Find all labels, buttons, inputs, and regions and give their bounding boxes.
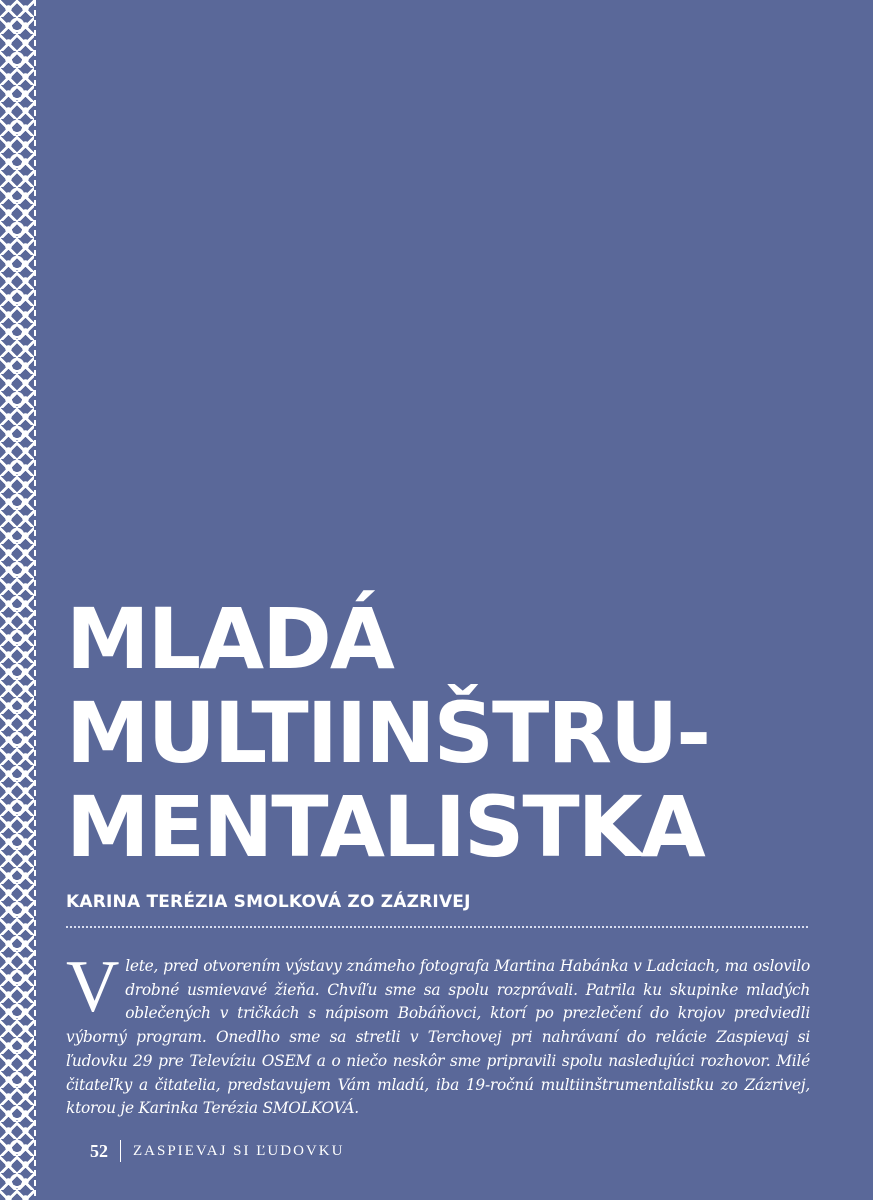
title-line-2: MULTIINŠTRU- bbox=[66, 684, 710, 782]
folk-ornament-border bbox=[0, 0, 34, 1200]
article-subtitle: KARINA TERÉZIA SMOLKOVÁ ZO ZÁZRIVEJ bbox=[66, 892, 471, 912]
title-line-3: MENTALISTKA bbox=[66, 778, 704, 876]
drop-cap: V bbox=[66, 946, 120, 1028]
article-intro bbox=[66, 946, 810, 1121]
page-footer bbox=[90, 1140, 344, 1162]
ornament-edge bbox=[34, 0, 36, 1200]
page-number: 52 bbox=[90, 1140, 108, 1161]
magazine-name: ZASPIEVAJ SI ĽUDOVKU bbox=[133, 1142, 345, 1159]
article-title bbox=[66, 592, 709, 874]
dotted-divider bbox=[66, 926, 808, 928]
intro-text: lete, pred otvorením výstavy známeho fotografa Martina Habánka v Ladciach, ma oslovilo drobné usmievavé žieňa. Chvíľu sme sa spolu rozprávali. Patrila ku skupinke mladých oblečených v tričkách s nápisom Bobáňovci, ktorí po prezlečení do krojov predviedli výborný program. Onedlho sme sa stretli v Terchovej pri nahrávaní do relácie Zaspievaj si ľudovku 29 pre Televíziu OSEM a o niečo neskôr sme pripravili spolu nasledujúci rozhovor. Milé čitateľky a čitatelia, predstavujem Vám mladú, iba 19-ročnú multiinštrumentalistku zo Zázrivej, ktorou je Karinka Terézia SMOLKOVÁ. bbox=[66, 957, 810, 1118]
footer-separator bbox=[120, 1140, 121, 1162]
title-line-1: MLADÁ bbox=[66, 590, 393, 688]
